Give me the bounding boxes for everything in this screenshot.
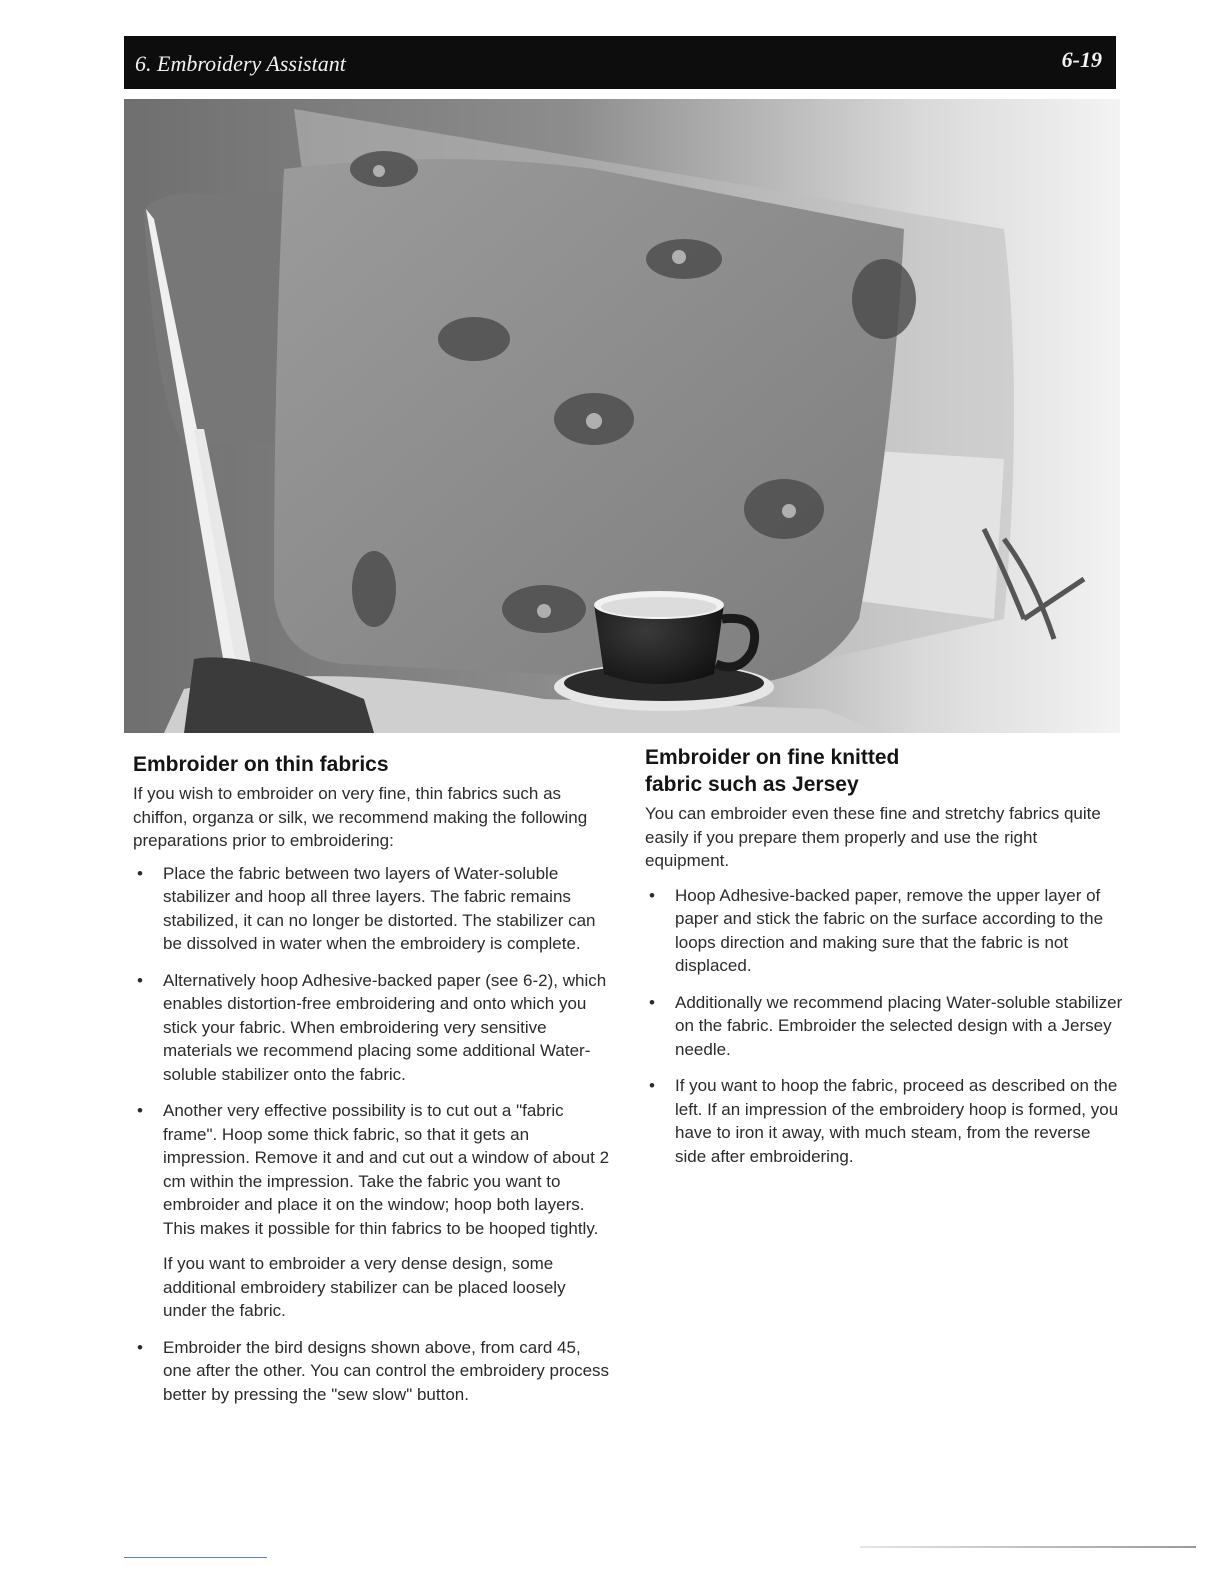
list-item <box>133 1336 613 1407</box>
right-column <box>645 744 1123 1181</box>
thin-fabrics-list <box>133 862 613 1407</box>
list-item-text: Additionally we recommend placing Water-soluble stabilizer on the fabric. Embroider the selected design with a Jersey needle. <box>675 992 1123 1059</box>
dense-design-note: If you want to embroider a very dense design, some additional embroidery stabilizer can be placed loosely under the fabric. <box>163 1254 566 1320</box>
jersey-list <box>645 884 1123 1169</box>
list-item-text: If you want to hoop the fabric, proceed as described on the left. If an impression of the embroidery hoop is formed, you have to iron it away, with much steam, from the reverse side after embroidering. <box>675 1076 1119 1166</box>
list-item-text: Place the fabric between two layers of Water-soluble stabilizer and hoop all three layers. The fabric remains stabilized, it can no longer be distorted. The stabilizer can be dissolved in water when the embroidery is complete. <box>163 863 596 953</box>
jersey-heading-line1: Embroider on fine knitted <box>645 746 900 769</box>
bullet: • <box>649 885 655 905</box>
embroidered-cushion-photo <box>124 99 1120 733</box>
jersey-intro: You can embroider even these fine and stretchy fabrics quite easily if you prepare them properly and use the right equipment. <box>645 804 1101 870</box>
scan-edge-shadow <box>860 1546 1196 1548</box>
list-item <box>645 884 1123 978</box>
bullet: • <box>137 1101 143 1120</box>
list-item <box>133 1099 613 1323</box>
jersey-heading <box>645 744 1123 798</box>
page-number: 6-19 <box>1061 47 1102 72</box>
chapter-title: 6. Embroidery Assistant <box>135 51 346 76</box>
list-item-text: Hoop Adhesive-backed paper, remove the upper layer of paper and stick the fabric on the surface according to the loops direction and making sure that the fabric is not displaced. <box>675 885 1104 975</box>
bullet: • <box>137 863 143 883</box>
list-item <box>133 862 613 956</box>
jersey-heading-line2: fabric such as Jersey <box>645 773 859 796</box>
bullet: • <box>137 970 143 990</box>
list-item-text: Alternatively hoop Adhesive-backed paper (see 6-2), which enables distortion-free embroidering and onto which you stick your fabric. When embroidering very sensitive materials we recommend placing some additional Water-soluble stabilizer onto the fabric. <box>163 970 607 1084</box>
bullet: • <box>649 992 655 1012</box>
chapter-header-bar <box>124 36 1116 89</box>
left-column <box>133 751 613 1419</box>
bullet: • <box>137 1337 143 1357</box>
list-item-text: Another very effective possibility is to cut out a "fabric frame". Hoop some thick fabric, so that it gets an impression. Remove it and and cut out a window of about 2 cm within the impression. Take the fabric you want to embroider and place it on the window; hoop both layers. This makes it possible for thin fabrics to be hooped tightly. <box>163 1101 610 1238</box>
bullet: • <box>649 1076 655 1095</box>
list-item-text: Embroider the bird designs shown above, from card 45, one after the other. You can control the embroidery process better by pressing the "sew slow" button. <box>163 1337 610 1404</box>
thin-fabrics-heading: Embroider on thin fabrics <box>133 753 389 776</box>
list-item <box>645 1074 1123 1168</box>
scan-edge-line <box>124 1557 267 1558</box>
thin-fabrics-intro: If you wish to embroider on very fine, thin fabrics such as chiffon, organza or silk, we recommend making the following preparations prior to embroidering: <box>133 784 588 850</box>
list-item <box>133 969 613 1087</box>
list-item <box>645 991 1123 1062</box>
